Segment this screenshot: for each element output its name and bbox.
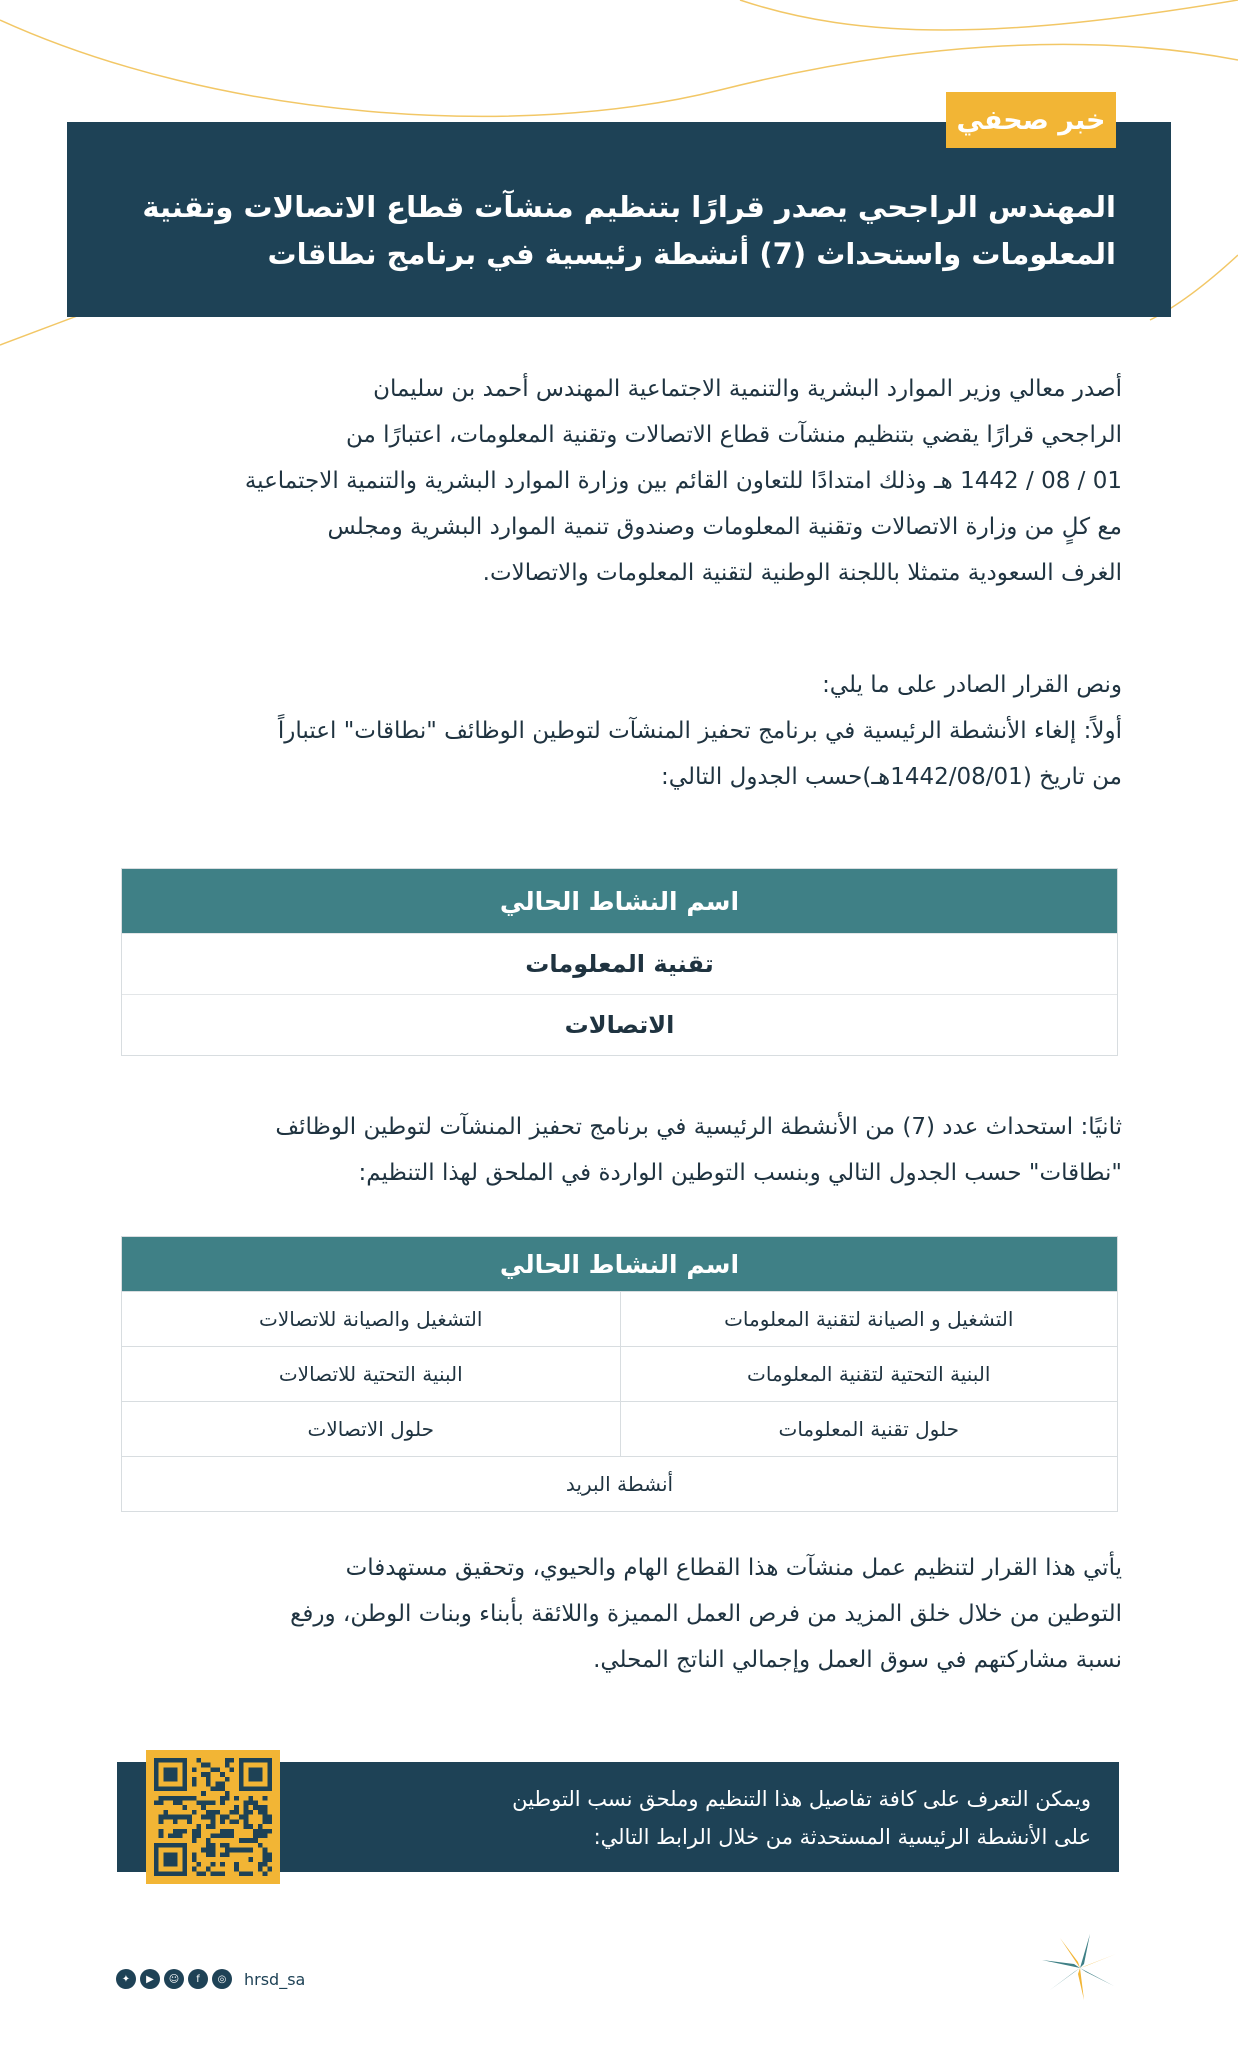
intro-line: 01 / 08 / 1442 هـ وذلك امتدادًا للتعاون القائم بين وزارة الموارد البشرية والتنمية الاجتماعية	[244, 468, 1122, 494]
intro-line: مع كلٍ من وزارة الاتصالات وتقنية المعلومات وصندوق تنمية الموارد البشرية ومجلس	[327, 514, 1122, 540]
closing-line: نسبة مشاركتهم في سوق العمل وإجمالي الناتج المحلي.	[593, 1647, 1122, 1673]
second-line: ثانيًا: استحداث عدد (7) من الأنشطة الرئيسية في برنامج تحفيز المنشآت لتوطين الوظائف	[275, 1114, 1122, 1140]
headline	[126, 184, 1116, 278]
second-line: "نطاقات" حسب الجدول التالي وبنسب التوطين الواردة في الملحق لهذا التنظيم:	[358, 1160, 1122, 1186]
social-media-bar	[116, 1966, 305, 1992]
table-cell: حلول تقنية المعلومات	[620, 1401, 1118, 1456]
headline-banner	[67, 104, 1171, 317]
decision-line: ونص القرار الصادر على ما يلي:	[822, 672, 1122, 698]
closing-line: التوطين من خلال خلق المزيد من فرص العمل المميزة واللائقة بأبناء وبنات الوطن، ورفع	[290, 1601, 1122, 1627]
cancelled-activities-table	[121, 868, 1118, 1056]
youtube-icon[interactable]: ▶	[140, 1969, 160, 1989]
table-cell: حلول الاتصالات	[122, 1401, 620, 1456]
decision-line: أولاً: إلغاء الأنشطة الرئيسية في برنامج تحفيز المنشآت لتوطين الوظائف "نطاقات" اعتباراً	[277, 718, 1122, 744]
snapchat-icon[interactable]: ☺	[164, 1969, 184, 1989]
table-cell: البنية التحتية لتقنية المعلومات	[620, 1346, 1118, 1401]
intro-line: الراجحي قرارًا يقضي بتنظيم منشآت قطاع الاتصالات وتقنية المعلومات، اعتبارًا من	[346, 422, 1122, 448]
table-cell: البنية التحتية للاتصالات	[122, 1346, 620, 1401]
footer-text	[371, 1780, 1091, 1856]
table-row: تقنية المعلومات	[122, 933, 1117, 994]
new-activities-table	[121, 1236, 1118, 1512]
closing-line: يأتي هذا القرار لتنظيم عمل منشآت هذا القطاع الهام والحيوي، وتحقيق مستهدفات	[345, 1555, 1122, 1581]
intro-paragraph	[116, 366, 1122, 596]
decision-paragraph	[116, 662, 1122, 800]
closing-paragraph	[116, 1545, 1122, 1683]
intro-line: أصدر معالي وزير الموارد البشرية والتنمية الاجتماعية المهندس أحمد بن سليمان	[373, 376, 1122, 402]
table-header: اسم النشاط الحالي	[122, 869, 1117, 933]
table-cell: أنشطة البريد	[122, 1456, 1117, 1511]
headline-line: المعلومات واستحداث (7) أنشطة رئيسية في برنامج نطاقات	[267, 237, 1116, 271]
headline-line: المهندس الراجحي يصدر قرارًا بتنظيم منشآت قطاع الاتصالات وتقنية	[142, 190, 1116, 224]
intro-line: الغرف السعودية متمثلا باللجنة الوطنية لتقنية المعلومات والاتصالات.	[482, 560, 1122, 586]
table-cell: التشغيل والصيانة للاتصالات	[122, 1291, 620, 1346]
qr-code-icon[interactable]	[146, 1750, 280, 1884]
footer-banner	[117, 1762, 1119, 1872]
instagram-icon[interactable]: ◎	[212, 1969, 232, 1989]
table-row: الاتصالات	[122, 994, 1117, 1055]
twitter-icon[interactable]: ✦	[116, 1969, 136, 1989]
footer-line: ويمكن التعرف على كافة تفاصيل هذا التنظيم وملحق نسب التوطين	[512, 1787, 1091, 1811]
social-handle: hrsd_sa	[244, 1969, 306, 1989]
footer-line: على الأنشطة الرئيسية المستحدثة من خلال الرابط التالي:	[593, 1825, 1091, 1849]
decision-line: من تاريخ (1442/08/01هـ)حسب الجدول التالي:	[661, 764, 1122, 790]
table-header: اسم النشاط الحالي	[122, 1237, 1117, 1291]
press-release-badge: خبر صحفي	[946, 92, 1116, 148]
second-paragraph	[116, 1104, 1122, 1196]
table-cell: التشغيل و الصيانة لتقنية المعلومات	[620, 1291, 1118, 1346]
facebook-icon[interactable]: f	[188, 1969, 208, 1989]
ministry-logo-icon	[1035, 1930, 1125, 2005]
